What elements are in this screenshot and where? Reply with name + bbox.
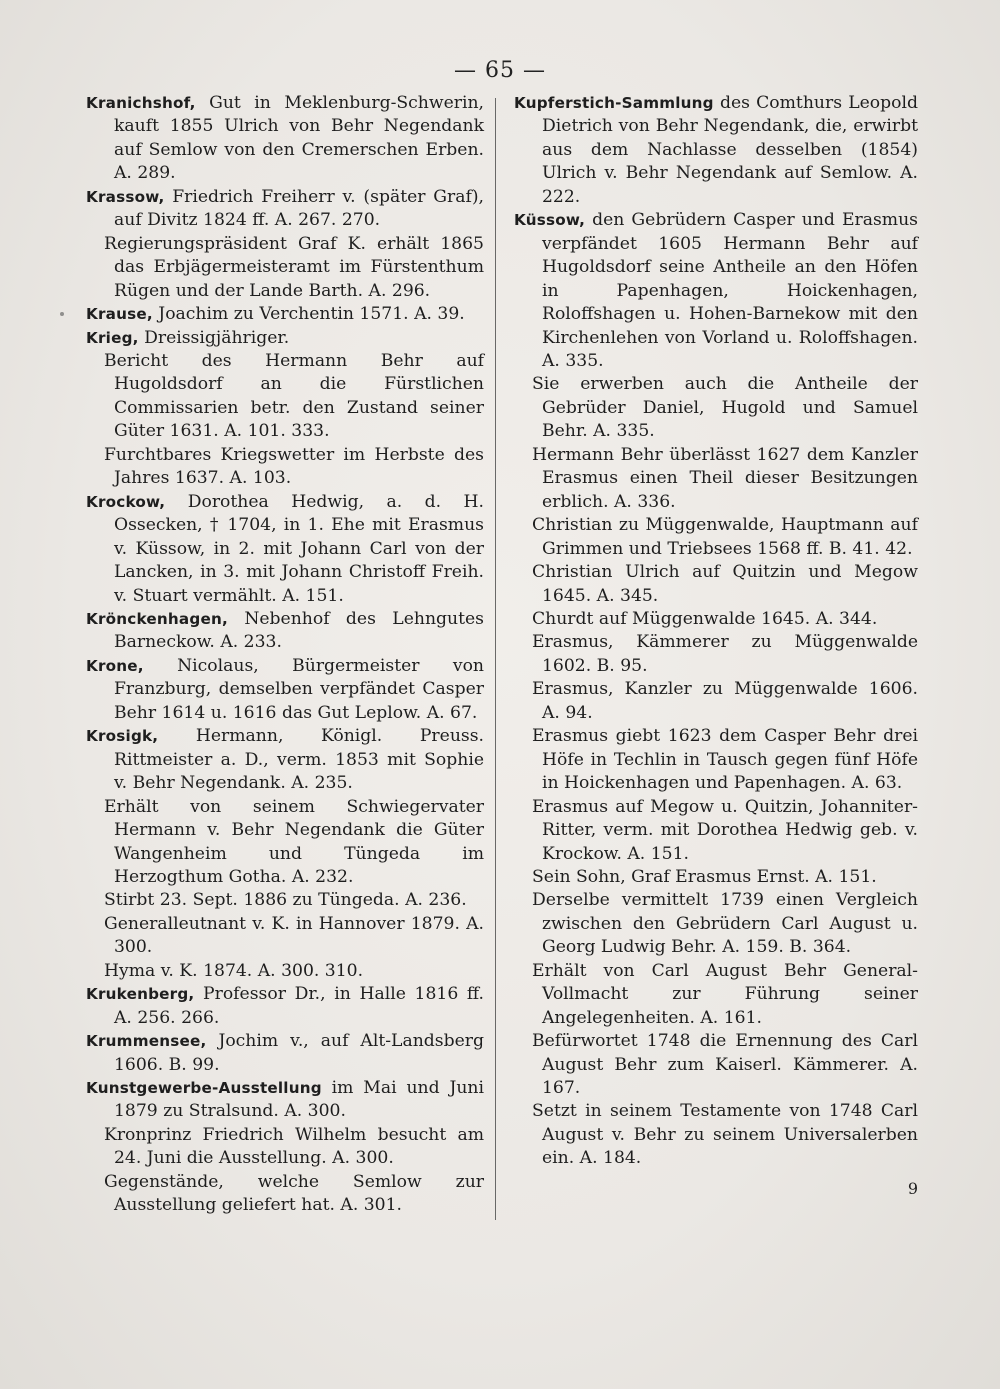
- entry-text: Erasmus giebt 1623 dem Casper Behr drei Höfe in Techlin in Tausch gegen fünf Höfe in Hoickenhagen und Papenhagen. A. 63.: [532, 726, 918, 794]
- entry-headword: Krummensee,: [86, 1032, 207, 1051]
- index-entry: [86, 491, 484, 608]
- entry-text: Erasmus, Kanzler zu Müggenwalde 1606. A. 94.: [532, 679, 918, 723]
- entry-headword: Kranichshof,: [86, 94, 196, 112]
- entry-text: Gut in Meklenburg-Schwerin, kauft 1855 Ulrich von Behr Negendank auf Semlow von den Cremerschen Erben. A. 289.: [114, 93, 484, 184]
- entry-headword: Kunstgewerbe-Ausstellung: [86, 1079, 322, 1098]
- entry-text: Stirbt 23. Sept. 1886 zu Tüngeda. A. 236.: [104, 890, 467, 911]
- margin-mark: [60, 312, 64, 316]
- entry-text: Christian zu Müggenwalde, Hauptmann auf Grimmen und Triebsees 1568 ff. B. 41. 42.: [532, 515, 918, 559]
- entry-headword: Krönckenhagen,: [86, 609, 228, 628]
- entry-text: Regierungspräsident Graf K. erhält 1865 das Erbjägermeisteramt im Fürstenthum Rügen und der Lande Barth. A. 296.: [104, 233, 484, 301]
- page-number: — 65 —: [454, 58, 546, 83]
- entry-text: Friedrich Freiherr v. (später Graf), auf Divitz 1824 ff. A. 267. 270.: [114, 186, 484, 231]
- entry-text: Generalleutnant v. K. in Hannover 1879. A. 300.: [104, 913, 484, 958]
- entry-headword: Krosigk,: [86, 727, 159, 746]
- entry-text: Bericht des Hermann Behr auf Hugoldsdorf an die Fürstlichen Commissarien betr. den Zustand seiner Güter 1631. A. 101. 333.: [104, 350, 484, 442]
- index-subentry: [514, 514, 918, 561]
- index-subentry: [86, 1171, 484, 1218]
- right-column: [514, 92, 918, 1198]
- entry-text: Befürwortet 1748 die Ernennung des Carl August Behr zum Kaiserl. Kämmerer. A. 167.: [532, 1031, 918, 1099]
- index-entry: [514, 209, 918, 373]
- index-entry: [86, 725, 484, 795]
- entry-text: Erasmus, Kämmerer zu Müggenwalde 1602. B. 95.: [532, 632, 918, 676]
- entry-headword: Kupferstich-Sammlung: [514, 94, 714, 112]
- entry-text: Hermann Behr überlässt 1627 dem Kanzler Erasmus einen Theil dieser Besitzungen erblich. A. 336.: [532, 444, 918, 512]
- entry-text: den Gebrüdern Casper und Erasmus verpfändet 1605 Hermann Behr auf Hugoldsdorf seine Antheile an den Höfen in Papenhagen, Hoickenhagen, Roloffshagen u. Hohen-Barnekow mit den Kirchenlehen von Vorland u. Roloffshagen. A. 335.: [542, 210, 918, 371]
- entry-text: Dorothea Hedwig, a. d. H. Ossecken, † 1704, in 1. Ehe mit Erasmus v. Küssow, in 2. mit Johann Carl von der Lancken, in 3. mit Johann Christoff Freih. v. Stuart vermählt. A. 151.: [114, 491, 484, 606]
- entry-text: Professor Dr., in Halle 1816 ff. A. 256. 266.: [114, 984, 484, 1028]
- entry-text: Gegenstände, welche Semlow zur Ausstellung geliefert hat. A. 301.: [104, 1171, 484, 1216]
- index-subentry: [86, 960, 484, 983]
- entry-headword: Krassow,: [86, 187, 165, 206]
- entry-text: Erhält von seinem Schwiegervater Hermann v. Behr Negendank die Güter Wangenheim und Tüngeda im Herzogthum Gotha. A. 232.: [104, 796, 484, 887]
- index-subentry: [86, 889, 484, 912]
- entry-headword: Krone,: [86, 656, 144, 675]
- index-entry: [86, 983, 484, 1030]
- entry-text: Jochim v., auf Alt-Landsberg 1606. B. 99.: [114, 1031, 484, 1075]
- index-subentry: [86, 796, 484, 890]
- index-subentry: [514, 725, 918, 795]
- index-entry: [86, 186, 484, 233]
- entry-text: Churdt auf Müggenwalde 1645. A. 344.: [532, 608, 878, 629]
- entry-text: Hyma v. K. 1874. A. 300. 310.: [104, 960, 364, 981]
- index-subentry: [514, 561, 918, 608]
- left-column: [86, 92, 484, 1218]
- entry-text: Dreissigjähriger.: [138, 327, 290, 348]
- entry-text: des Comthurs Leopold Dietrich von Behr Negendank, die, erwirbt aus dem Nachlasse desselben (1854) Ulrich v. Behr Negendank auf Semlow. A. 222.: [542, 93, 918, 207]
- index-entry: [86, 655, 484, 725]
- index-subentry: [514, 631, 918, 678]
- index-subentry: [86, 233, 484, 303]
- entry-text: Setzt in seinem Testamente von 1748 Carl August v. Behr zu seinem Universalerben ein. A. 184.: [532, 1101, 918, 1169]
- index-subentry: [86, 350, 484, 444]
- entry-text: Christian Ulrich auf Quitzin und Megow 1645. A. 345.: [532, 562, 918, 606]
- signature-mark: 9: [907, 1178, 918, 1198]
- index-entry: [86, 1077, 484, 1124]
- entry-text: Nicolaus, Bürgermeister von Franzburg, demselben verpfändet Casper Behr 1614 u. 1616 das Gut Leplow. A. 67.: [114, 655, 484, 723]
- index-subentry: [86, 913, 484, 960]
- entry-text: Sie erwerben auch die Antheile der Gebrüder Daniel, Hugold und Samuel Behr. A. 335.: [532, 374, 918, 442]
- index-entry: [86, 92, 484, 186]
- index-subentry: [514, 444, 918, 514]
- entry-text: Sein Sohn, Graf Erasmus Ernst. A. 151.: [532, 866, 877, 887]
- index-subentry: [514, 889, 918, 959]
- entry-headword: Küssow,: [514, 211, 586, 230]
- entry-headword: Krieg,: [86, 328, 139, 347]
- index-subentry: [514, 678, 918, 725]
- index-subentry: [86, 1124, 484, 1171]
- entry-text: Joachim zu Verchentin 1571. A. 39.: [152, 304, 465, 325]
- index-subentry: [86, 444, 484, 491]
- entry-text: Derselbe vermittelt 1739 einen Vergleich zwischen den Gebrüdern Carl August u. Georg Ludwig Behr. A. 159. B. 364.: [532, 890, 918, 958]
- entry-text: im Mai und Juni 1879 zu Stralsund. A. 300.: [114, 1078, 484, 1122]
- entry-headword: Krukenberg,: [86, 985, 195, 1004]
- index-entry: [86, 1030, 484, 1077]
- index-subentry: [514, 1030, 918, 1100]
- index-subentry: [514, 1100, 918, 1170]
- index-subentry: [514, 373, 918, 443]
- entry-text: Kronprinz Friedrich Wilhelm besucht am 24. Juni die Ausstellung. A. 300.: [104, 1124, 484, 1169]
- entry-text: Nebenhof des Lehngutes Barneckow. A. 233.: [114, 608, 484, 653]
- index-entry: [86, 327, 484, 350]
- entry-text: Erhält von Carl August Behr General-Vollmacht zur Führung seiner Angelegenheiten. A. 161.: [532, 960, 918, 1028]
- column-divider: [495, 98, 496, 1220]
- index-subentry: [514, 960, 918, 1030]
- index-subentry: [514, 866, 918, 889]
- entry-text: Erasmus auf Megow u. Quitzin, Johanniter-Ritter, verm. mit Dorothea Hedwig geb. v. Krockow. A. 151.: [532, 796, 918, 864]
- entry-text: Furchtbares Kriegswetter im Herbste des Jahres 1637. A. 103.: [104, 444, 484, 489]
- index-entry: [86, 608, 484, 655]
- entry-text: Hermann, Königl. Preuss. Rittmeister a. D., verm. 1853 mit Sophie v. Behr Negendank. A. 235.: [114, 726, 484, 794]
- index-entry: [514, 92, 918, 209]
- index-subentry: [514, 608, 918, 631]
- index-subentry: [514, 796, 918, 866]
- entry-headword: Krockow,: [86, 492, 166, 511]
- entry-headword: Krause,: [86, 305, 153, 324]
- index-entry: [86, 303, 484, 326]
